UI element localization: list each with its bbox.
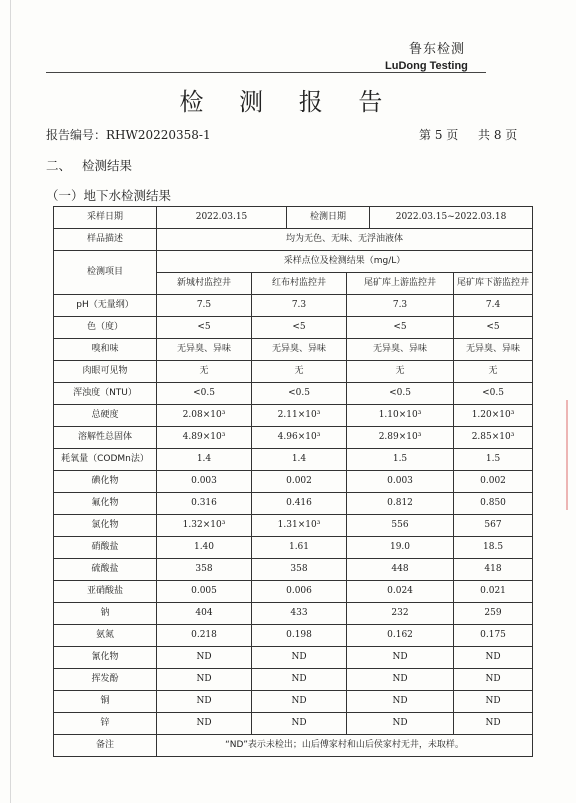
result-value: <0.5	[347, 383, 454, 405]
analyte-name: 肉眼可见物	[54, 361, 157, 383]
result-row	[54, 317, 533, 339]
report-title: 检 测 报 告	[179, 88, 397, 116]
result-value: 18.5	[454, 537, 533, 559]
result-value: 7.3	[252, 295, 347, 317]
points-header: 采样点位及检测结果（mg/L）	[157, 251, 533, 273]
result-value: 0.198	[252, 625, 347, 647]
result-row	[54, 339, 533, 361]
sampling-date-row	[54, 207, 533, 229]
result-value: 0.021	[454, 581, 533, 603]
result-value: 358	[252, 559, 347, 581]
result-value: ND	[157, 647, 252, 669]
result-value: 0.175	[454, 625, 533, 647]
sampling-date-value: 2022.03.15	[157, 207, 287, 229]
result-value: 7.4	[454, 295, 533, 317]
result-value: 0.316	[157, 493, 252, 515]
result-value: <5	[157, 317, 252, 339]
company-name-cn: 鲁东检测	[409, 42, 466, 57]
result-row	[54, 559, 533, 581]
result-value: <0.5	[252, 383, 347, 405]
result-row	[54, 405, 533, 427]
result-row	[54, 383, 533, 405]
analyte-name: 溶解性总固体	[54, 427, 157, 449]
result-value: 404	[157, 603, 252, 625]
analyte-name: 色（度）	[54, 317, 157, 339]
result-value: 19.0	[347, 537, 454, 559]
result-value: 1.4	[157, 449, 252, 471]
result-value: 556	[347, 515, 454, 537]
point-name: 新城村监控井	[157, 273, 252, 295]
result-value: 0.002	[252, 471, 347, 493]
report-number: 报告编号：RHW20220358-1	[46, 128, 211, 142]
result-value: 1.61	[252, 537, 347, 559]
result-value: <0.5	[454, 383, 533, 405]
result-value: 1.20×10³	[454, 405, 533, 427]
result-value: ND	[347, 647, 454, 669]
sample-desc-label: 样品描述	[54, 229, 157, 251]
analyte-name: 钠	[54, 603, 157, 625]
result-value: 4.89×10³	[157, 427, 252, 449]
result-value: 无	[347, 361, 454, 383]
result-row	[54, 295, 533, 317]
result-value: 418	[454, 559, 533, 581]
result-row	[54, 713, 533, 735]
result-value: 1.5	[347, 449, 454, 471]
remark-text: “ND”表示未检出；山后傅家村和山后侯家村无井，未取样。	[157, 735, 533, 757]
seal-stamp-fragment	[566, 400, 576, 510]
result-row	[54, 669, 533, 691]
result-row	[54, 691, 533, 713]
result-value: 2.08×10³	[157, 405, 252, 427]
result-value: 0.003	[157, 471, 252, 493]
result-row	[54, 581, 533, 603]
result-value: 1.10×10³	[347, 405, 454, 427]
result-value: <5	[347, 317, 454, 339]
analyte-name: 挥发酚	[54, 669, 157, 691]
result-value: ND	[454, 691, 533, 713]
result-row	[54, 493, 533, 515]
page-total: 共 8 页	[478, 128, 518, 142]
result-value: 7.5	[157, 295, 252, 317]
result-value: 0.006	[252, 581, 347, 603]
result-value: 0.416	[252, 493, 347, 515]
result-value: 1.5	[454, 449, 533, 471]
result-value: 1.31×10³	[252, 515, 347, 537]
page-edge	[10, 0, 11, 803]
analyte-name: 嗅和味	[54, 339, 157, 361]
result-value: 232	[347, 603, 454, 625]
analyte-name: 总硬度	[54, 405, 157, 427]
sample-desc-value: 均为无色、无味、无浮油液体	[157, 229, 533, 251]
results-table	[53, 206, 533, 757]
result-value: ND	[252, 669, 347, 691]
remark-label: 备注	[54, 735, 157, 757]
result-row	[54, 449, 533, 471]
report-meta	[46, 126, 532, 142]
result-value: ND	[157, 691, 252, 713]
result-value: 0.812	[347, 493, 454, 515]
result-value: 无异臭、异味	[454, 339, 533, 361]
result-row	[54, 647, 533, 669]
result-value: 567	[454, 515, 533, 537]
result-value: ND	[454, 669, 533, 691]
result-value: 1.32×10³	[157, 515, 252, 537]
subsection-heading: （一）地下水检测结果	[46, 188, 172, 203]
result-row	[54, 625, 533, 647]
result-value: 无	[157, 361, 252, 383]
result-row	[54, 361, 533, 383]
result-value: 0.218	[157, 625, 252, 647]
result-row	[54, 427, 533, 449]
points-header-row	[54, 251, 533, 273]
result-value: 1.4	[252, 449, 347, 471]
analyte-name: 氯化物	[54, 515, 157, 537]
result-value: 2.89×10³	[347, 427, 454, 449]
page-current: 第 5 页	[419, 128, 459, 142]
result-value: 无异臭、异味	[157, 339, 252, 361]
result-value: ND	[347, 691, 454, 713]
result-value: ND	[454, 713, 533, 735]
point-name: 尾矿库下游监控井	[454, 273, 533, 295]
result-value: 0.003	[347, 471, 454, 493]
result-value: 2.85×10³	[454, 427, 533, 449]
result-value: 0.002	[454, 471, 533, 493]
result-value: 无异臭、异味	[252, 339, 347, 361]
result-value: ND	[347, 669, 454, 691]
result-value: 0.850	[454, 493, 533, 515]
result-value: 无异臭、异味	[347, 339, 454, 361]
result-value: 433	[252, 603, 347, 625]
point-name: 尾矿库上游监控井	[347, 273, 454, 295]
result-value: ND	[347, 713, 454, 735]
result-row	[54, 515, 533, 537]
analyte-name: 浑浊度（NTU）	[54, 383, 157, 405]
analyte-name: 亚硝酸盐	[54, 581, 157, 603]
result-value: ND	[157, 669, 252, 691]
header-rule	[46, 72, 486, 73]
analyte-name: 铜	[54, 691, 157, 713]
result-row	[54, 603, 533, 625]
analyte-name: 氰化物	[54, 647, 157, 669]
result-value: 7.3	[347, 295, 454, 317]
result-value: 4.96×10³	[252, 427, 347, 449]
result-value: ND	[454, 647, 533, 669]
result-value: <0.5	[157, 383, 252, 405]
analyte-name: pH（无量纲）	[54, 295, 157, 317]
point-name: 红布村监控井	[252, 273, 347, 295]
item-label: 检测项目	[54, 251, 157, 295]
result-value: ND	[252, 713, 347, 735]
section-heading	[46, 156, 132, 174]
result-value: 1.40	[157, 537, 252, 559]
analyte-name: 氟化物	[54, 493, 157, 515]
analyte-name: 氨氮	[54, 625, 157, 647]
result-value: 0.005	[157, 581, 252, 603]
result-value: ND	[252, 647, 347, 669]
company-name-en: LuDong Testing	[385, 60, 468, 72]
result-value: ND	[157, 713, 252, 735]
result-value: 448	[347, 559, 454, 581]
section-title: 检测结果	[82, 158, 133, 173]
analyte-name: 硫酸盐	[54, 559, 157, 581]
section-number: 二、	[46, 158, 72, 173]
result-value: 2.11×10³	[252, 405, 347, 427]
result-value: <5	[252, 317, 347, 339]
result-value: 无	[454, 361, 533, 383]
test-date-value: 2022.03.15~2022.03.18	[370, 207, 533, 229]
analyte-name: 碘化物	[54, 471, 157, 493]
analyte-name: 耗氧量（CODMn法）	[54, 449, 157, 471]
analyte-name: 硝酸盐	[54, 537, 157, 559]
sample-desc-row	[54, 229, 533, 251]
result-value: ND	[252, 691, 347, 713]
test-date-label: 检测日期	[287, 207, 370, 229]
result-value: 358	[157, 559, 252, 581]
result-value: <5	[454, 317, 533, 339]
result-value: 0.024	[347, 581, 454, 603]
analyte-name: 锌	[54, 713, 157, 735]
remark-row	[54, 735, 533, 757]
result-value: 0.162	[347, 625, 454, 647]
result-value: 259	[454, 603, 533, 625]
result-row	[54, 537, 533, 559]
result-value: 无	[252, 361, 347, 383]
result-row	[54, 471, 533, 493]
sampling-date-label: 采样日期	[54, 207, 157, 229]
